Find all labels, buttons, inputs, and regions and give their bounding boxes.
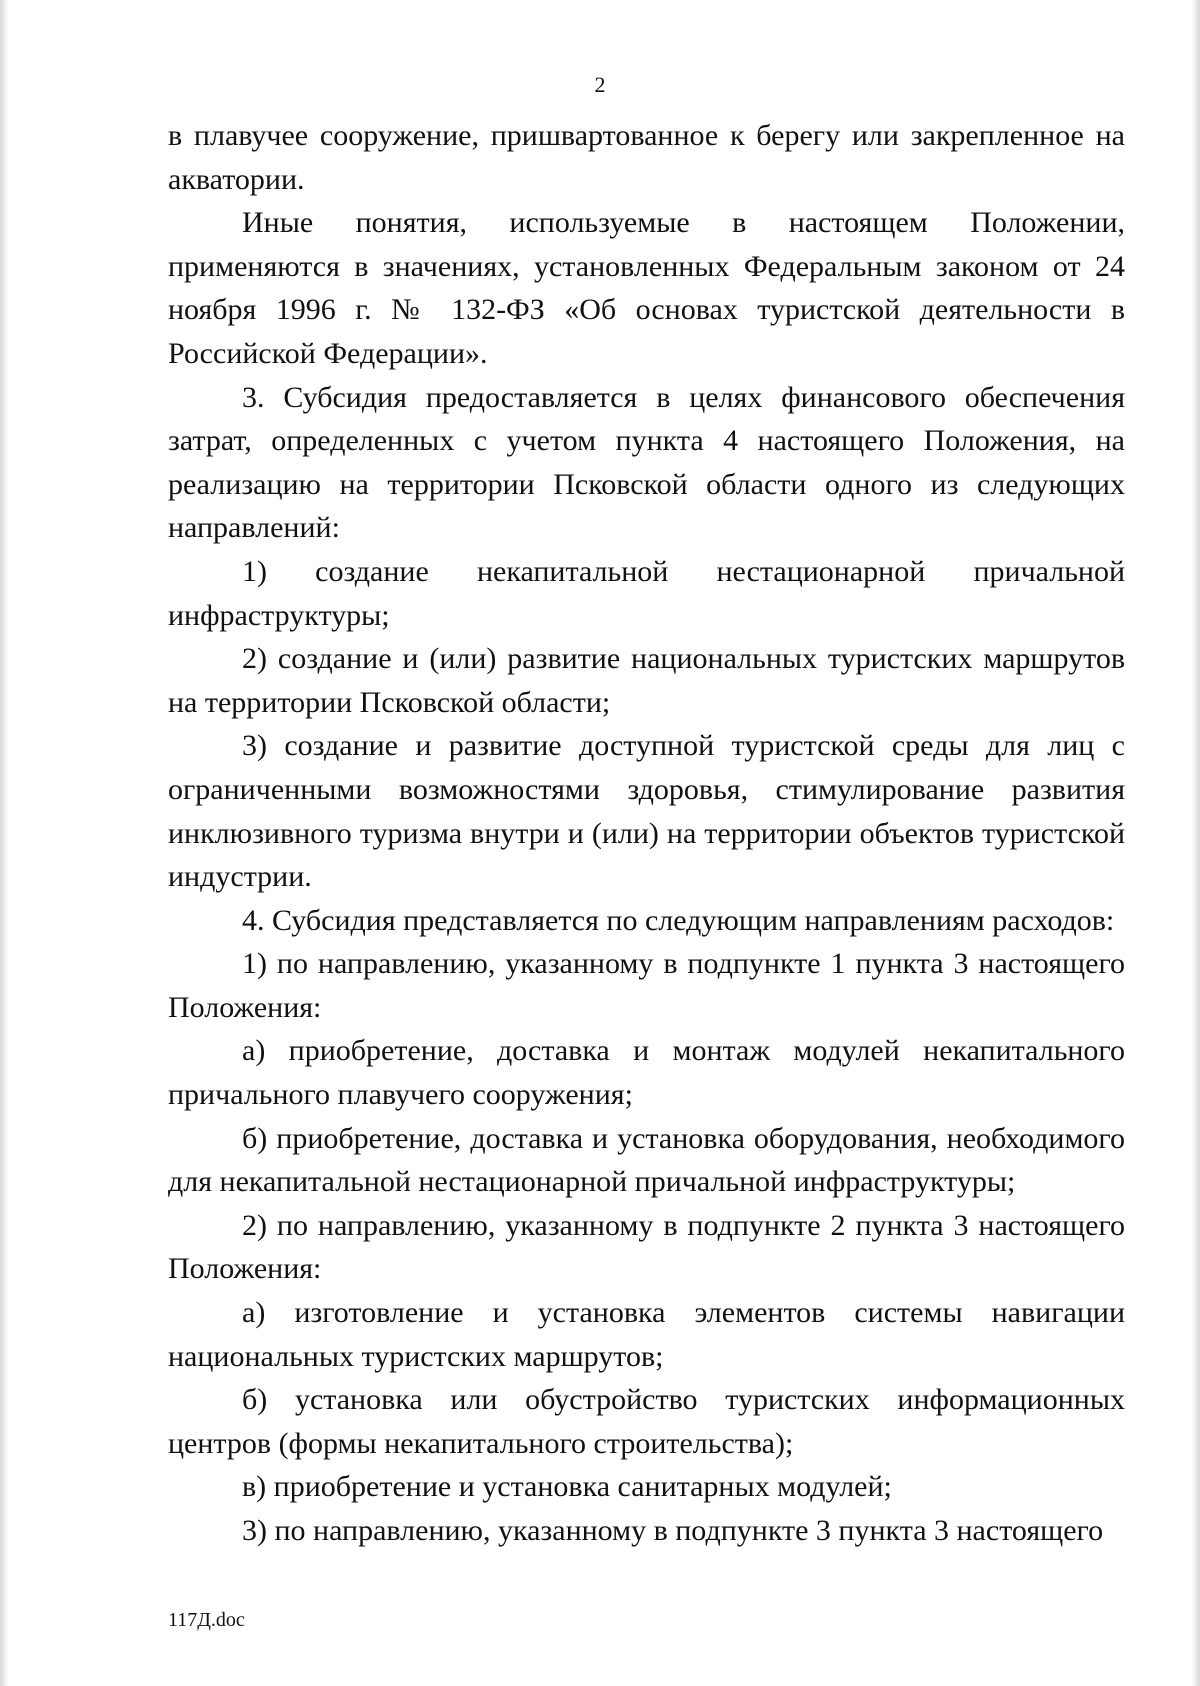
paragraph-item-3-1: 1) создание некапитальной нестационарной причальной инфраструктуры;: [168, 554, 1125, 632]
scan-edge-right: [1190, 0, 1200, 1686]
paragraph-item-4-2: 2) по направлению, указанному в подпункте 2 пункта 3 настоящего Положения:: [168, 1208, 1125, 1286]
paragraph-item-4-1: 1) по направлению, указанному в подпункте 1 пункта 3 настоящего Положения:: [168, 947, 1125, 1024]
paragraph-other-concepts: Иные понятия, используемые в настоящем Положении, применяются в значениях, установленных Федеральным законом от 24 ноября 1996 г. № 132-ФЗ «Об основах туристской деятельности в Российской Федерации».: [168, 206, 1125, 370]
paragraph-continuation: в плавучее сооружение, пришвартованное к берегу или закрепленное на акватории.: [168, 119, 1125, 196]
page-number: 2: [594, 72, 606, 97]
paragraph-item-3: 3. Субсидия предоставляется в целях финансового обеспечения затрат, определенных с учетом пункта 4 настоящего Положения, на реализацию на территории Псковской области одного из следующих направлений:: [168, 380, 1125, 545]
paragraph-item-3-3: 3) создание и развитие доступной туристской среды для лиц с ограниченными возможностями здоровья, стимулирование развития инклюзивного туризма внутри и (или) на территории объектов туристской индустрии.: [168, 729, 1125, 894]
paragraph-item-4-1-b: б) приобретение, доставка и установка оборудования, необходимого для некапитальной нестационарной причальной инфраструктуры;: [168, 1121, 1125, 1199]
paragraph-item-3-2: 2) создание и (или) развитие национальных туристских маршрутов на территории Псковской области;: [168, 642, 1125, 719]
paragraph-item-4-2-b: б) установка или обустройство туристских информационных центров (формы некапитального строительства);: [168, 1383, 1125, 1460]
paragraph-item-4: 4. Субсидия представляется по следующим направлениям расходов:: [242, 903, 1115, 937]
paragraph-item-4-2-a: а) изготовление и установка элементов системы навигации национальных туристских маршрутов;: [168, 1296, 1125, 1373]
document-body: [168, 114, 1125, 1553]
paragraph-item-4-2-v: в) приобретение и установка санитарных модулей;: [242, 1470, 892, 1504]
paragraph-item-4-3: 3) по направлению, указанному в подпункте 3 пункта 3 настоящего: [242, 1514, 1104, 1547]
paragraph-item-4-1-a: а) приобретение, доставка и монтаж модулей некапитального причального плавучего сооружения;: [168, 1034, 1125, 1112]
footer-filename: 117Д.doc: [168, 1609, 245, 1631]
scan-edge-left: [0, 0, 10, 1686]
